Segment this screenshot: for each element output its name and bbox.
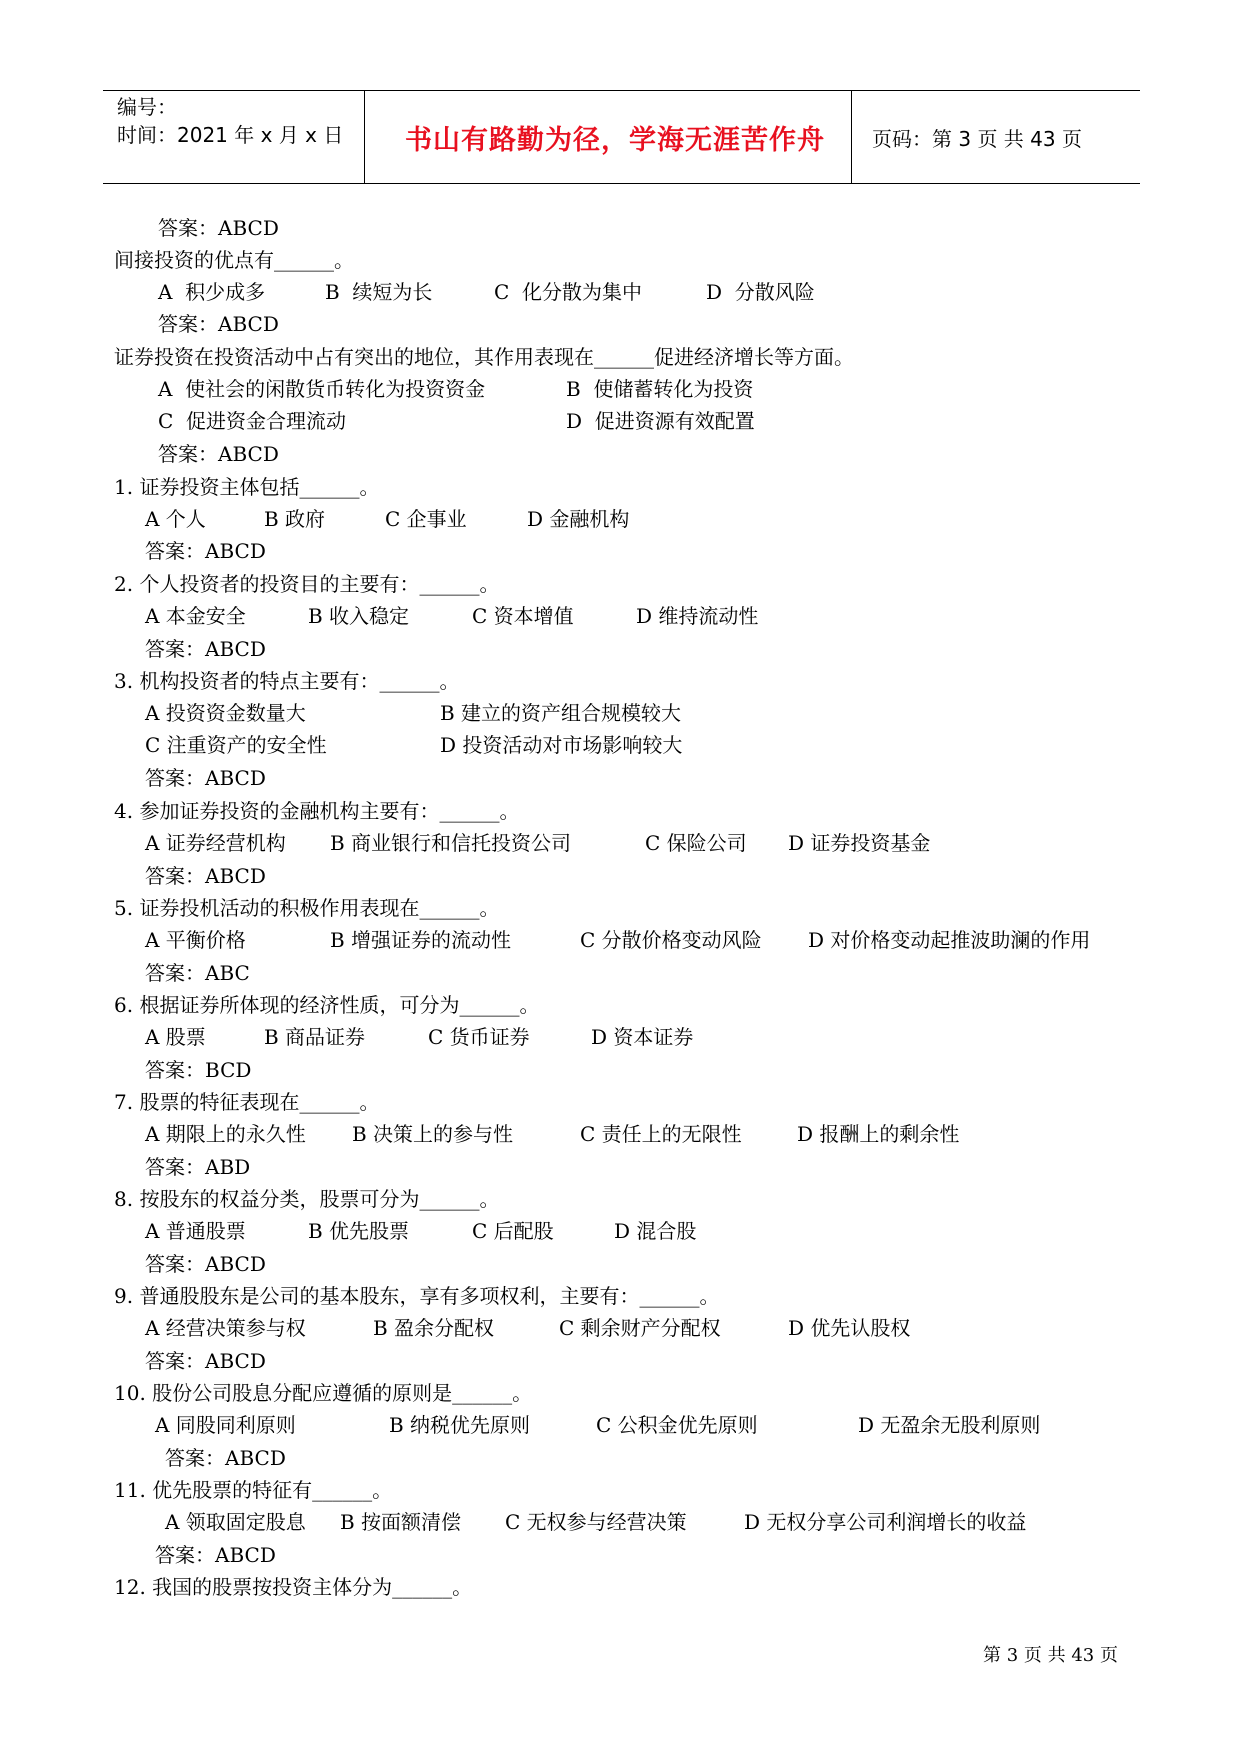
question-text: 证券投资在投资活动中占有突出的地位，其作用表现在______促进经济增长等方面。 bbox=[114, 345, 854, 369]
answer-option: B 商品证券 bbox=[264, 1025, 366, 1049]
answer-option: B 政府 bbox=[264, 507, 326, 531]
answer-option: C 保险公司 bbox=[645, 831, 747, 855]
answer-option: B 盈余分配权 bbox=[373, 1316, 495, 1340]
answer-key: 答案：ABCD bbox=[158, 312, 279, 336]
number-label: 编号： bbox=[117, 95, 177, 119]
answer-key: 答案：ABCD bbox=[145, 539, 266, 563]
answer-option: A 使社会的闲散货币转化为投资资金 bbox=[158, 377, 486, 401]
answer-option: D 无权分享公司利润增长的收益 bbox=[744, 1510, 1027, 1534]
question-text: 2. 个人投资者的投资目的主要有：______。 bbox=[114, 572, 500, 596]
answer-option: A 本金安全 bbox=[145, 604, 246, 628]
answer-option: B 增强证券的流动性 bbox=[330, 928, 512, 952]
page-footer: 第 3 页 共 43 页 bbox=[983, 1645, 1118, 1666]
answer-option: A 同股同利原则 bbox=[155, 1413, 296, 1437]
answer-option: B 续短为长 bbox=[325, 280, 433, 304]
answer-option: D 分散风险 bbox=[706, 280, 815, 304]
answer-option: D 资本证券 bbox=[591, 1025, 694, 1049]
question-text: 7. 股票的特征表现在______。 bbox=[114, 1090, 380, 1114]
question-text: 1. 证券投资主体包括______。 bbox=[114, 475, 380, 499]
answer-key: 答案：ABCD bbox=[158, 216, 279, 240]
answer-key: 答案：ABCD bbox=[145, 766, 266, 790]
answer-option: D 投资活动对市场影响较大 bbox=[440, 733, 683, 757]
answer-option: C 化分散为集中 bbox=[494, 280, 643, 304]
answer-key: 答案：ABCD bbox=[158, 442, 279, 466]
answer-option: C 公积金优先原则 bbox=[596, 1413, 758, 1437]
answer-option: A 期限上的永久性 bbox=[145, 1122, 306, 1146]
answer-key: 答案：ABCD bbox=[145, 864, 266, 888]
answer-option: C 分散价格变动风险 bbox=[580, 928, 762, 952]
answer-key: 答案：ABCD bbox=[165, 1446, 286, 1470]
answer-option: C 剩余财产分配权 bbox=[559, 1316, 721, 1340]
answer-option: B 商业银行和信托投资公司 bbox=[330, 831, 572, 855]
question-text: 4. 参加证券投资的金融机构主要有：______。 bbox=[114, 799, 520, 823]
question-text: 5. 证券投机活动的积极作用表现在______。 bbox=[114, 896, 500, 920]
answer-option: C 资本增值 bbox=[472, 604, 574, 628]
answer-key: 答案：ABCD bbox=[145, 1252, 266, 1276]
header-divider bbox=[364, 91, 365, 183]
answer-option: C 后配股 bbox=[472, 1219, 554, 1243]
answer-option: D 证券投资基金 bbox=[788, 831, 931, 855]
answer-key: 答案：ABCD bbox=[145, 637, 266, 661]
answer-option: C 注重资产的安全性 bbox=[145, 733, 327, 757]
answer-option: D 维持流动性 bbox=[636, 604, 759, 628]
answer-option: A 平衡价格 bbox=[145, 928, 246, 952]
answer-option: D 优先认股权 bbox=[788, 1316, 911, 1340]
answer-option: A 股票 bbox=[145, 1025, 206, 1049]
answer-option: C 促进资金合理流动 bbox=[158, 409, 347, 433]
answer-option: B 优先股票 bbox=[308, 1219, 410, 1243]
header-page-number: 页码：第 3 页 共 43 页 bbox=[872, 126, 1082, 151]
answer-option: D 无盈余无股利原则 bbox=[858, 1413, 1041, 1437]
header-motto: 书山有路勤为径，学海无涯苦作舟 bbox=[405, 124, 825, 156]
page-header bbox=[103, 90, 1140, 184]
answer-option: B 决策上的参与性 bbox=[352, 1122, 514, 1146]
answer-key: 答案：ABCD bbox=[145, 1349, 266, 1373]
header-meta bbox=[117, 93, 343, 149]
answer-option: A 投资资金数量大 bbox=[145, 701, 306, 725]
question-text: 间接投资的优点有______。 bbox=[114, 248, 354, 272]
answer-option: B 建立的资产组合规模较大 bbox=[440, 701, 682, 725]
question-text: 8. 按股东的权益分类，股票可分为______。 bbox=[114, 1187, 500, 1211]
answer-option: D 报酬上的剩余性 bbox=[797, 1122, 960, 1146]
answer-option: D 对价格变动起推波助澜的作用 bbox=[808, 928, 1091, 952]
question-text: 10. 股份公司股息分配应遵循的原则是______。 bbox=[114, 1381, 533, 1405]
question-text: 12. 我国的股票按投资主体分为______。 bbox=[114, 1575, 473, 1599]
answer-option: A 领取固定股息 bbox=[165, 1510, 306, 1534]
header-divider bbox=[851, 91, 852, 183]
question-text: 11. 优先股票的特征有______。 bbox=[114, 1478, 393, 1502]
answer-option: D 混合股 bbox=[614, 1219, 697, 1243]
answer-option: A 个人 bbox=[145, 507, 206, 531]
answer-option: A 普通股票 bbox=[145, 1219, 246, 1243]
answer-key: 答案：ABD bbox=[145, 1155, 251, 1179]
answer-option: C 责任上的无限性 bbox=[580, 1122, 742, 1146]
time-label: 时间：2021 年 x 月 x 日 bbox=[117, 123, 344, 147]
answer-option: A 证券经营机构 bbox=[145, 831, 286, 855]
answer-option: B 收入稳定 bbox=[308, 604, 410, 628]
answer-option: D 金融机构 bbox=[527, 507, 630, 531]
answer-option: C 企事业 bbox=[385, 507, 467, 531]
answer-option: C 货币证券 bbox=[428, 1025, 530, 1049]
answer-key: 答案：BCD bbox=[145, 1058, 252, 1082]
answer-option: B 使储蓄转化为投资 bbox=[566, 377, 754, 401]
answer-option: A 积少成多 bbox=[158, 280, 266, 304]
question-text: 3. 机构投资者的特点主要有：______。 bbox=[114, 669, 460, 693]
answer-option: B 按面额清偿 bbox=[340, 1510, 462, 1534]
question-text: 9. 普通股股东是公司的基本股东，享有多项权利，主要有：______。 bbox=[114, 1284, 720, 1308]
question-text: 6. 根据证券所体现的经济性质，可分为______。 bbox=[114, 993, 540, 1017]
answer-key: 答案：ABCD bbox=[155, 1543, 276, 1567]
answer-option: B 纳税优先原则 bbox=[389, 1413, 531, 1437]
answer-option: A 经营决策参与权 bbox=[145, 1316, 306, 1340]
answer-key: 答案：ABC bbox=[145, 961, 250, 985]
answer-option: D 促进资源有效配置 bbox=[566, 409, 755, 433]
answer-option: C 无权参与经营决策 bbox=[505, 1510, 687, 1534]
